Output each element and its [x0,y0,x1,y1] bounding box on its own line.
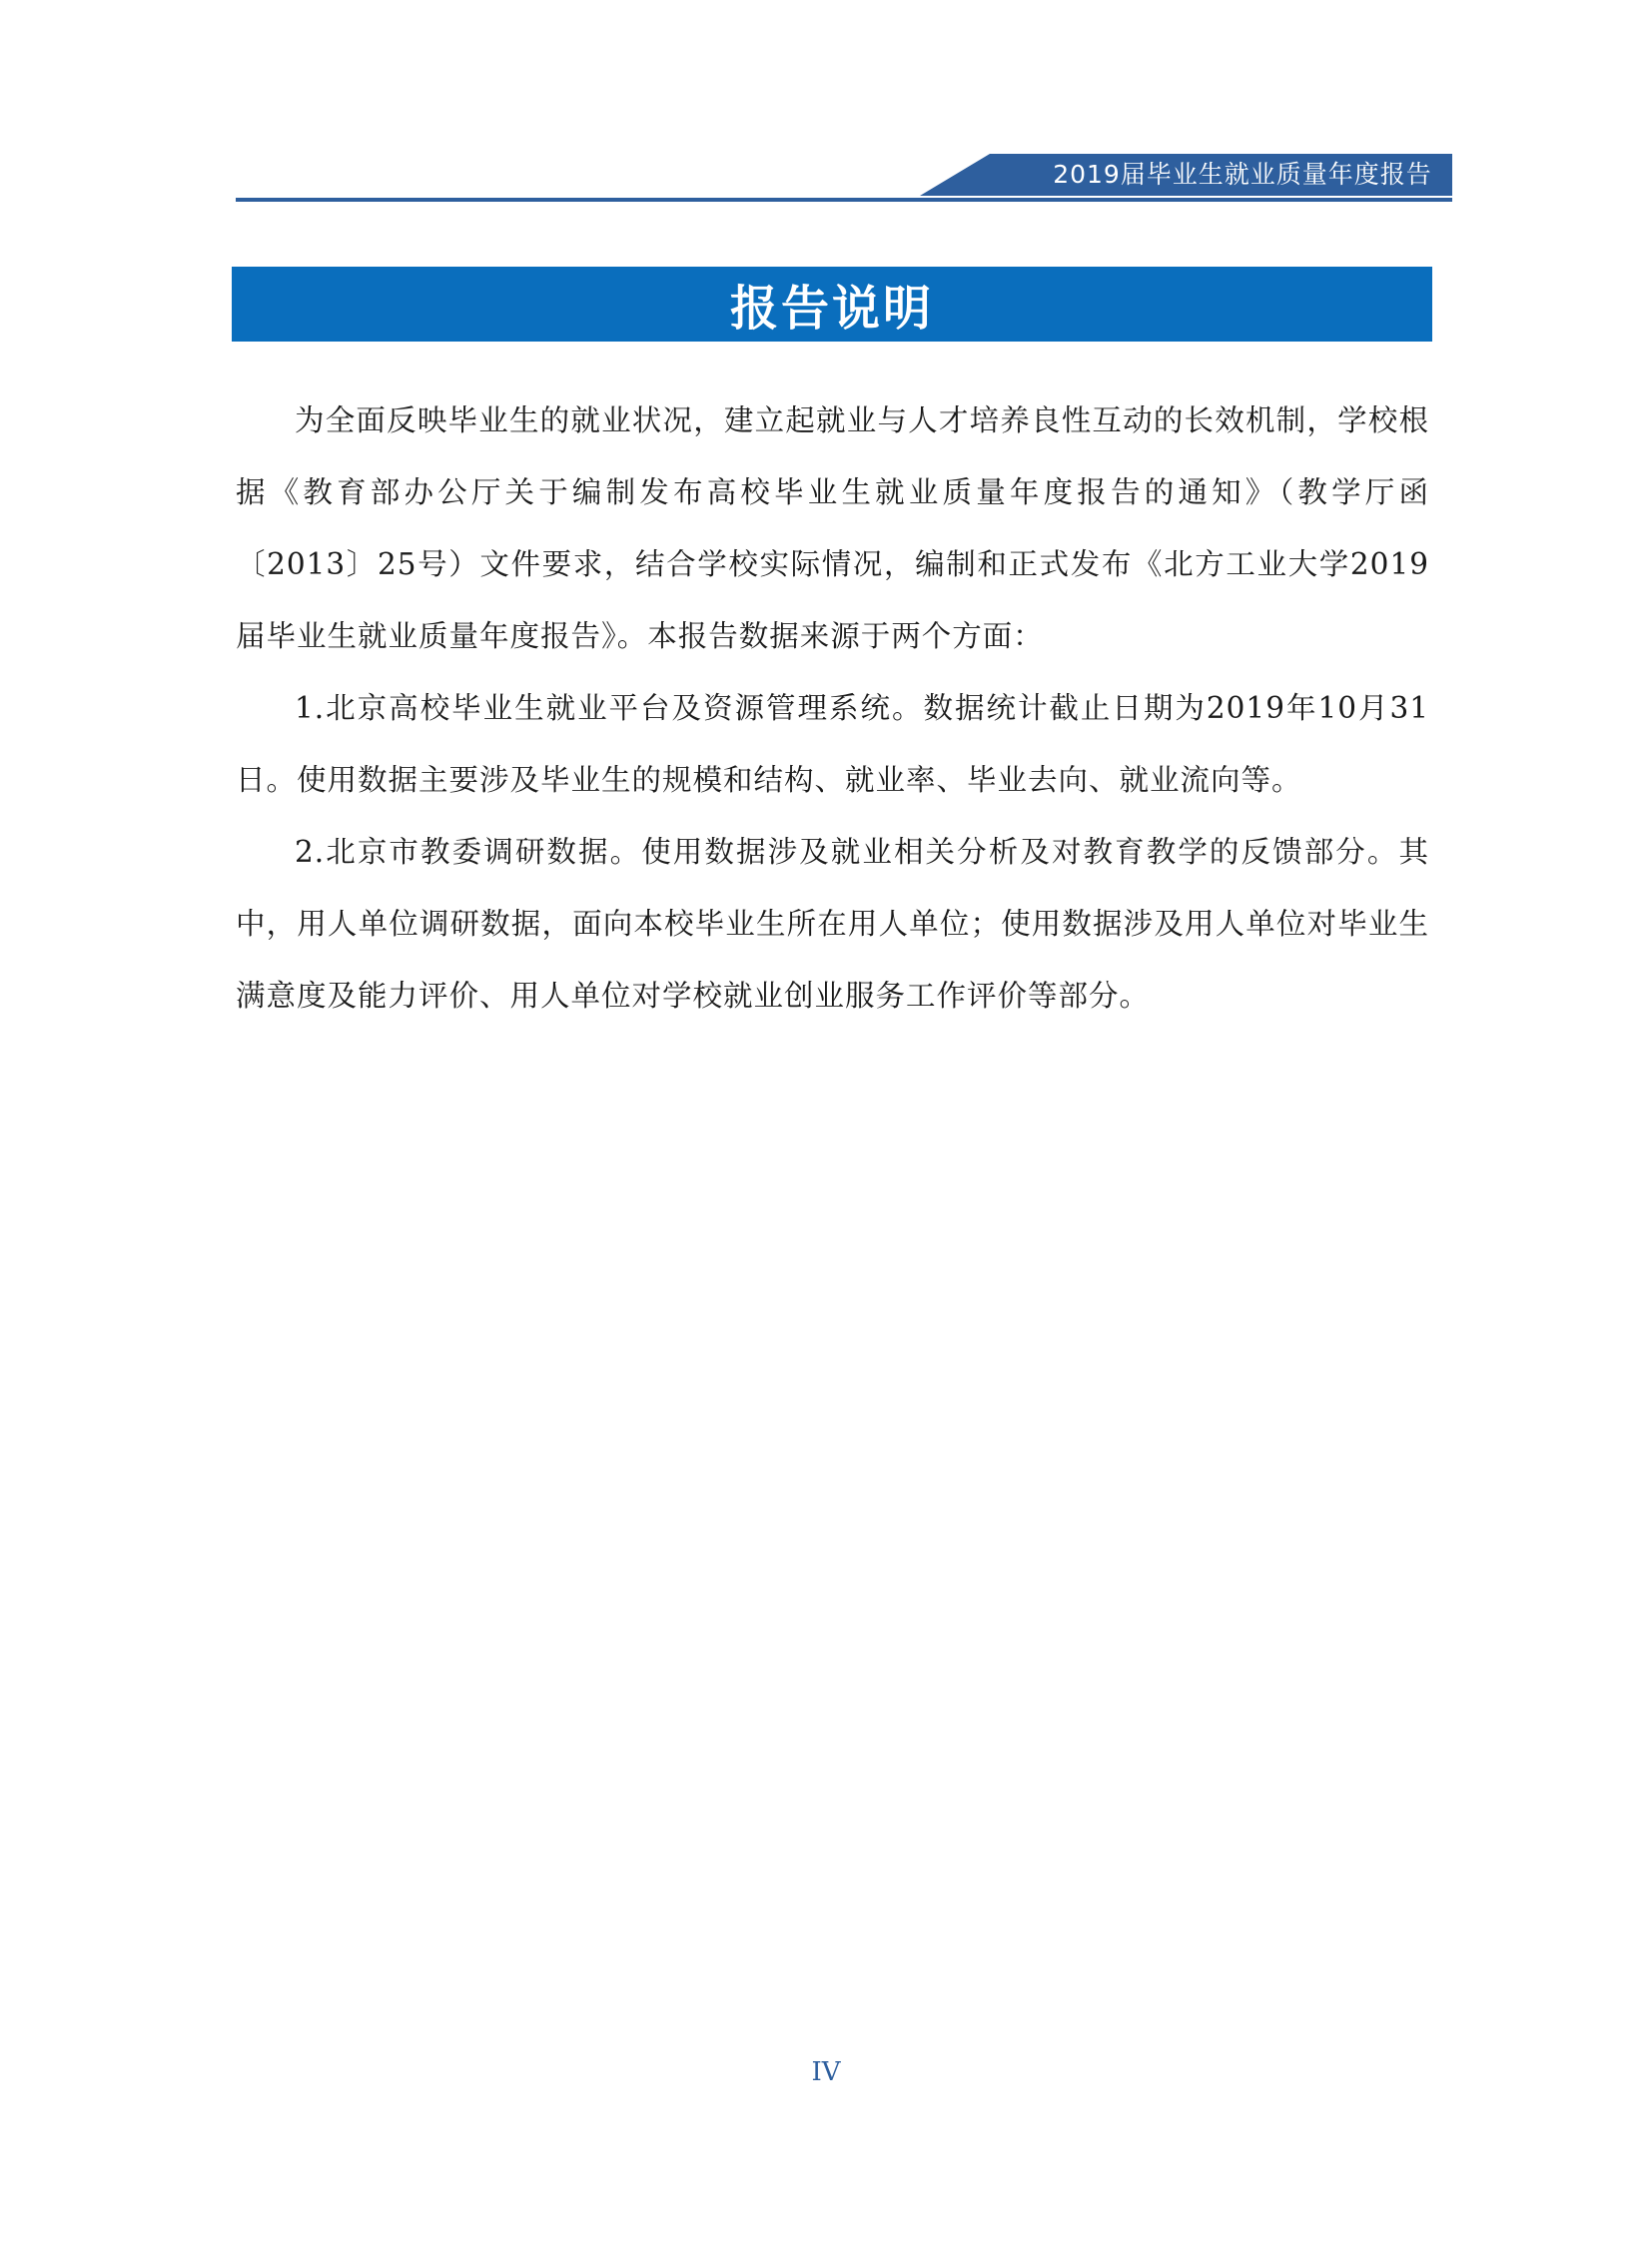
page-number: IV [811,2057,841,2087]
data-source-1-paragraph: 1.北京高校毕业生就业平台及资源管理系统。数据统计截止日期为2019年10月31日。使用数据主要涉及毕业生的规模和结构、就业率、毕业去向、就业流向等。 [236,691,1429,797]
intro-paragraph: 为全面反映毕业生的就业状况，建立起就业与人才培养良性互动的长效机制，学校根据《教育部办公厅关于编制发布高校毕业生就业质量年度报告的通知》（教学厅函〔2013〕25号）文件要求，结合学校实际情况，编制和正式发布《北方工业大学2019届毕业生就业质量年度报告》。本报告数据来源于两个方面： [236,403,1429,653]
section-title: 报告说明 [729,281,934,337]
running-header [920,154,1452,196]
running-header-title: 2019届毕业生就业质量年度报告 [1053,160,1432,189]
section-title-banner [232,267,1432,342]
header-rule [236,198,1452,202]
data-source-2-paragraph: 2.北京市教委调研数据。使用数据涉及就业相关分析及对教育教学的反馈部分。其中，用人单位调研数据，面向本校毕业生所在用人单位；使用数据涉及用人单位对毕业生满意度及能力评价、用人单位对学校就业创业服务工作评价等部分。 [236,835,1429,1013]
report-body [236,384,1429,1032]
